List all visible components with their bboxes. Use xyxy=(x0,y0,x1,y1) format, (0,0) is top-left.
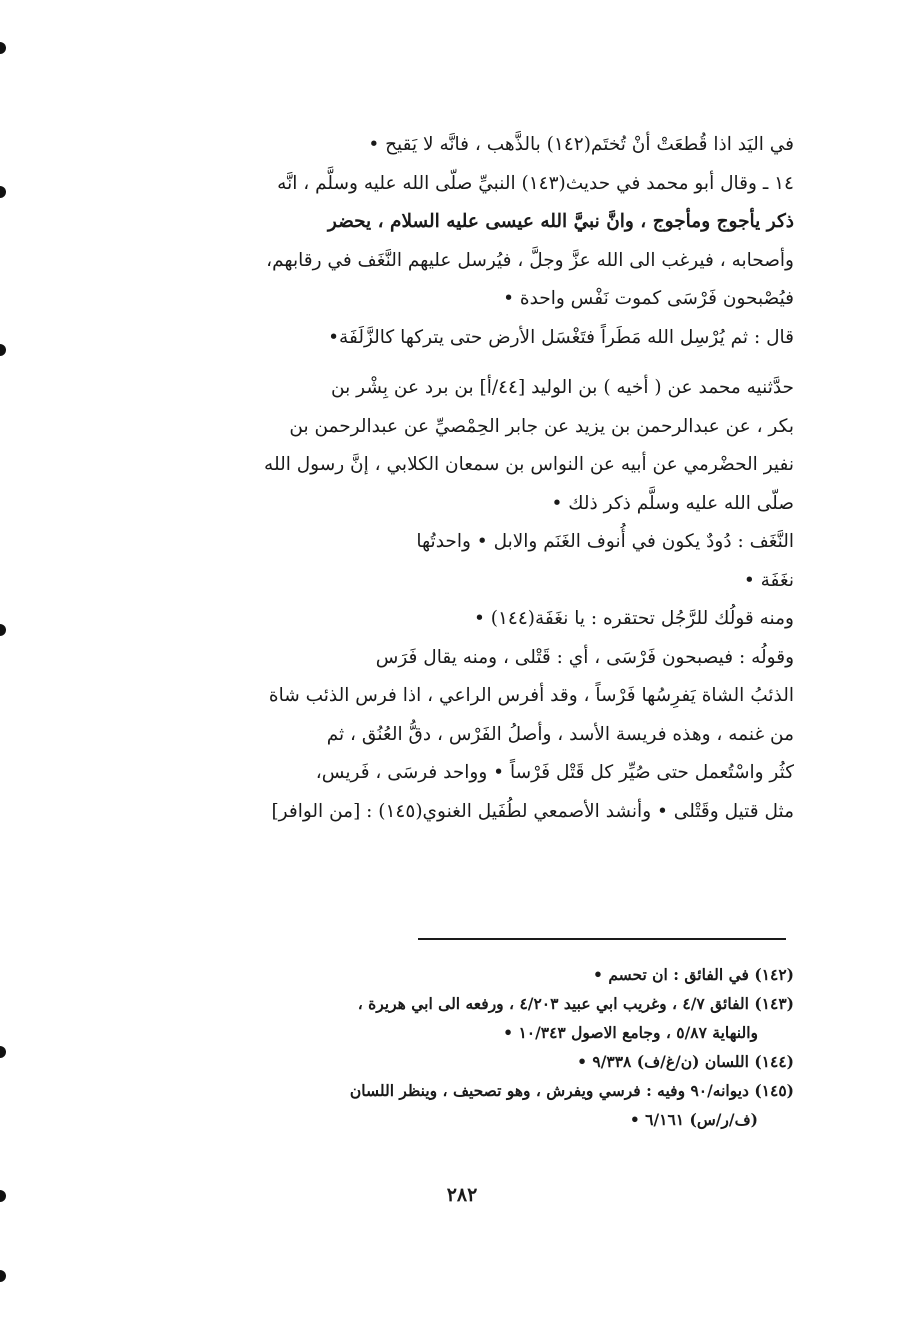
text-line: ومنه قولُك للرَّجُل تحتقره : يا نغَفَة(١٤٤) • xyxy=(473,608,794,629)
text-line: نفير الحضْرمي عن أبيه عن النواس بن سمعان الكلابي ، إنَّ رسول الله xyxy=(264,454,794,475)
text-line: حدَّثنيه محمد عن ( أخيه ) بن الوليد [٤٤/أ] بن برد عن بِشْر بن xyxy=(331,377,794,398)
text-line: مثل قتيل وقَتْلى • وأنشد الأصمعي لطُفَيل الغنوي(١٤٥) : [من الوافر] xyxy=(271,800,794,822)
footnote-line: (١٤٢) في الفائق : ان تحسم • xyxy=(593,965,794,984)
text-line: وأصحابه ، فيرغب الى الله عزَّ وجلَّ ، فيُرسل عليهم النَّغَف في رقابهم، xyxy=(266,249,794,271)
text-line: ١٤ ـ وقال أبو محمد في حديث(١٤٣) النبيِّ صلّى الله عليه وسلَّم ، انَّه xyxy=(277,172,794,194)
text-line: وقولُه : فيصبحون فَرْسَى ، أي : قَتْلى ، ومنه يقال فَرَس xyxy=(375,646,794,668)
margin-mark xyxy=(0,344,6,356)
margin-mark xyxy=(0,624,6,636)
paragraph-gap xyxy=(130,357,794,369)
footnote-line: (١٤٤) اللسان (ن/غ/ف) ٩/٣٣٨ • xyxy=(577,1052,794,1071)
text-line: نغَفَة • xyxy=(743,569,794,591)
text-line: فيُصْبحون فَرْسَى كموت نَفْس واحدة • xyxy=(503,288,794,309)
footnote-separator xyxy=(418,938,786,940)
margin-mark xyxy=(0,1270,6,1282)
text-line: النَّغَف : دُودٌ يكون في أُنوف الغَنَم والابل • واحدتُها xyxy=(416,531,794,552)
text-line: صلّى الله عليه وسلَّم ذكر ذلك • xyxy=(551,492,794,514)
footnote-line: والنهاية ٥/٨٧ ، وجامع الاصول ١٠/٣٤٣ • xyxy=(503,1023,758,1042)
text-line: كثُر واسْتُعمل حتى صُيِّر كل قَتْل فَرْساً • وواحد فرسَى ، فَريس، xyxy=(315,762,794,783)
main-text xyxy=(130,126,794,831)
text-line: من غنمه ، وهذه فريسة الأسد ، وأصلُ الفَرْس ، دقُّ العُنُق ، ثم xyxy=(326,723,794,745)
footnotes xyxy=(130,960,794,1134)
footnote-line: (١٤٣) الفائق ٤/٧ ، وغريب ابي عبيد ٤/٢٠٣ ، ورفعه الى ابي هريرة ، xyxy=(357,994,794,1013)
text-line: بكر ، عن عبدالرحمن بن يزيد عن جابر الحِمْصيِّ عن عبدالرحمن بن xyxy=(289,415,794,437)
text-line: ذكر يأجوج ومأجوج ، وانَّ نبيَّ الله عيسى عليه السلام ، يحضر xyxy=(327,211,794,232)
footnote-line: (١٤٥) ديوانه/٩٠ وفيه : فرسي ويفرش ، وهو تصحيف ، وينظر اللسان xyxy=(349,1081,794,1100)
text-line: في اليَد اذا قُطعَتْ أنْ تُختَم(١٤٢) بالذَّهب ، فانَّه لا يَقيح • xyxy=(368,134,794,155)
footnote-line: (ف/ر/س) ٦/١٦١ • xyxy=(629,1110,758,1129)
text-line: قال : ثم يُرْسِل الله مَطَراً فتَغْسَل الأرض حتى يتركها كالزَّلَفَة• xyxy=(328,326,794,348)
text-line: الذئبُ الشاة يَفرِسُها فَرْساً ، وقد أفرس الراعي ، اذا فرس الذئب شاة xyxy=(268,685,794,706)
margin-mark xyxy=(0,186,6,198)
page-number: ٢٨٢ xyxy=(446,1184,478,1206)
margin-mark xyxy=(0,42,6,54)
margin-mark xyxy=(0,1046,6,1058)
